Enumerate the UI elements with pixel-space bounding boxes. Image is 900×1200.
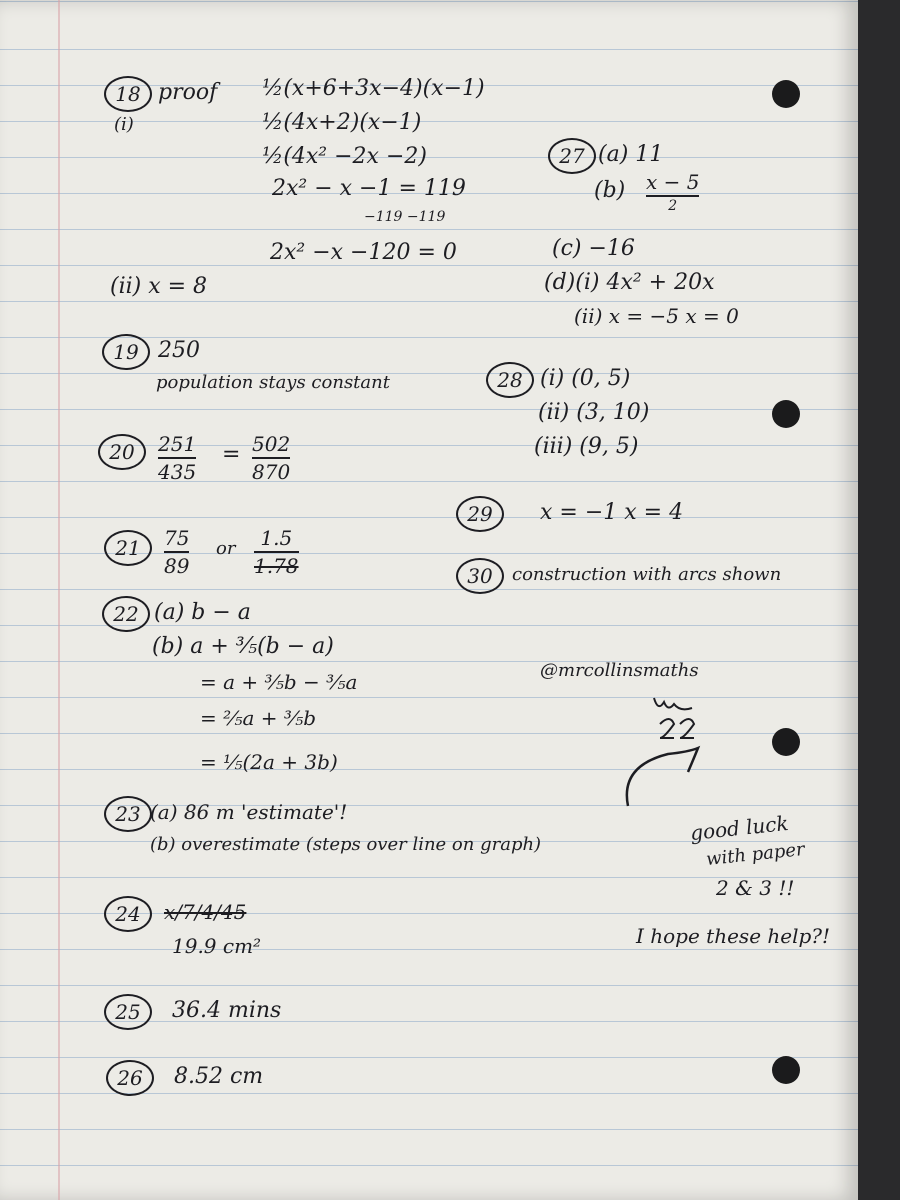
punch-hole (772, 400, 800, 428)
question-number-24: 24 (104, 896, 152, 932)
question-number-28: 28 (486, 362, 534, 398)
punch-hole (772, 80, 800, 108)
q23-part-a: (a) 86 m 'estimate'! (150, 800, 348, 824)
q22-line4: = ⅕(2a + 3b) (200, 750, 338, 774)
q18-line6: 2x² −x −120 = 0 (270, 240, 457, 265)
q22-part-b: (b) a + ³⁄₅(b − a) (152, 634, 334, 659)
q20-f2-numerator: 502 (252, 432, 291, 456)
q24-struck-working: x/7/4/45 (164, 900, 247, 924)
q21-fraction-2 (254, 526, 299, 578)
q20-fraction-1 (158, 432, 196, 484)
q27-part-d-ii: (ii) x = −5 x = 0 (574, 304, 739, 328)
q21-f2-denominator: 1.78 (254, 554, 299, 578)
question-number-19: 19 (102, 334, 150, 370)
good-luck-line3: 2 & 3 !! (716, 876, 795, 900)
q22-line3: = ²⁄₅a + ³⁄₅b (200, 706, 317, 730)
q28-part-iii: (iii) (9, 5) (534, 434, 639, 459)
question-number-25: 25 (104, 994, 152, 1030)
q27-part-c: (c) −16 (552, 236, 635, 261)
q18-line4: 2x² − x −1 = 119 (272, 176, 466, 201)
question-number-20: 20 (98, 434, 146, 470)
q21-fraction-1 (164, 526, 189, 578)
fraction-bar (252, 457, 290, 459)
q19-answer: 250 (158, 338, 200, 363)
punch-hole (772, 1056, 800, 1084)
q27-part-d-i: (d)(i) 4x² + 20x (544, 270, 715, 295)
q18-line1: ½(x+6+3x−4)(x−1) (262, 76, 485, 101)
question-number-23: 23 (104, 796, 152, 832)
question-number-22: 22 (102, 596, 150, 632)
q29-answer: x = −1 x = 4 (540, 500, 684, 525)
q27-part-b-fraction (646, 170, 699, 214)
q20-f2-denominator: 870 (252, 460, 291, 484)
question-number-21: 21 (104, 530, 152, 566)
question-number-29: 29 (456, 496, 504, 532)
punch-hole (772, 728, 800, 756)
good-luck-line1: good luck (689, 810, 790, 846)
q22-part-a: (a) b − a (154, 600, 251, 625)
q19-note: population stays constant (156, 372, 390, 393)
q18-line3: ½(4x² −2x −2) (262, 144, 427, 169)
q20-fraction-2 (252, 432, 290, 484)
fraction-bar (158, 457, 196, 459)
q28-part-i: (i) (0, 5) (540, 366, 631, 391)
q20-f1-numerator: 251 (158, 432, 197, 456)
q23-part-b: (b) overestimate (steps over line on graph) (150, 834, 542, 855)
q28-part-ii: (ii) (3, 10) (538, 400, 650, 425)
q24-answer: 19.9 cm² (172, 934, 262, 958)
q18-part-i: (i) (114, 114, 134, 135)
fraction-bar (254, 551, 299, 553)
q27-part-b-label: (b) (594, 178, 626, 203)
q27-part-a: (a) 11 (598, 142, 664, 167)
author-handle: @mrcollinsmaths (540, 660, 699, 681)
q21-f1-numerator: 75 (164, 526, 190, 550)
q21-f1-denominator: 89 (164, 554, 190, 578)
q25-answer: 36.4 mins (172, 998, 282, 1023)
question-number-27: 27 (548, 138, 596, 174)
signature-doodle (614, 688, 744, 818)
question-number-18: 18 (104, 76, 152, 112)
q18-line5: −119 −119 (364, 209, 446, 225)
q20-equals: = (222, 442, 241, 467)
q30-answer: construction with arcs shown (512, 564, 782, 585)
q27-b-numerator: x − 5 (646, 170, 700, 194)
q26-answer: 8.52 cm (174, 1064, 264, 1089)
q21-or: or (216, 538, 236, 559)
q21-f2-numerator: 1.5 (260, 526, 293, 550)
margin-line (58, 0, 60, 1200)
question-number-26: 26 (106, 1060, 154, 1096)
q20-f1-denominator: 435 (158, 460, 197, 484)
fraction-bar (164, 551, 189, 553)
question-number-30: 30 (456, 558, 504, 594)
q18-label: proof (158, 80, 218, 105)
fraction-bar (646, 195, 699, 197)
q18-line2: ½(4x+2)(x−1) (262, 110, 422, 135)
good-luck-line2: with paper (705, 838, 806, 871)
q18-part-ii: (ii) x = 8 (110, 274, 208, 299)
q22-line2: = a + ³⁄₅b − ³⁄₅a (200, 670, 358, 694)
hope-note: I hope these help?! (636, 924, 831, 948)
q27-b-denominator: 2 (668, 198, 678, 214)
